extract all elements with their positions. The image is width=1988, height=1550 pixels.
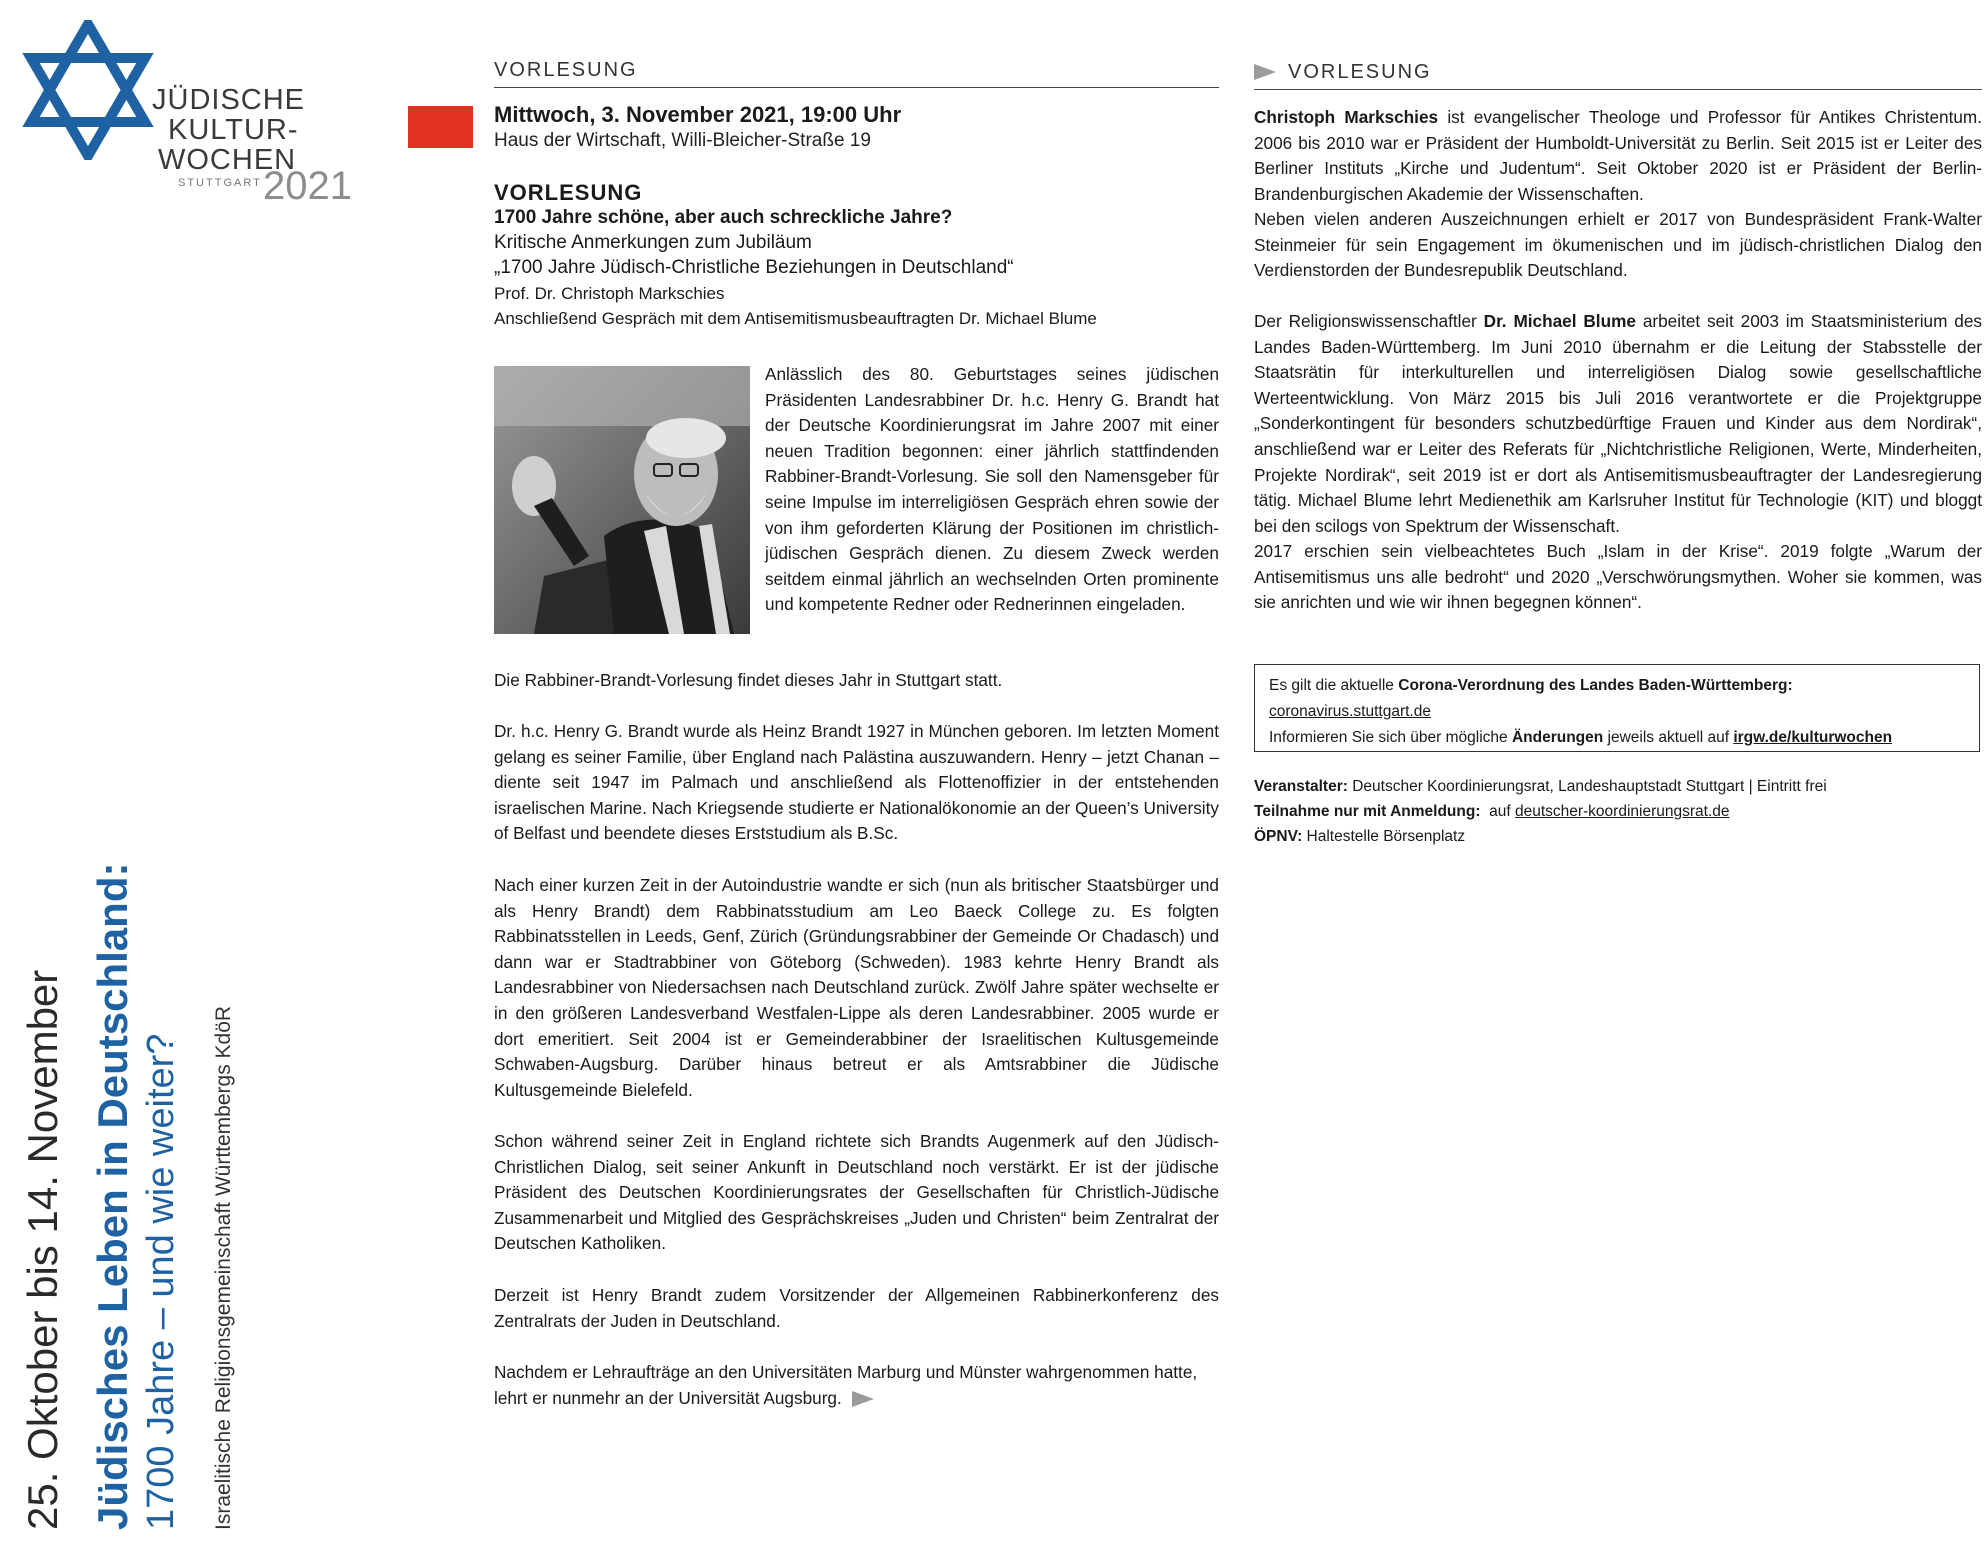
event-subtitle-2: „1700 Jahre Jüdisch-Christliche Beziehungen in Deutschland“: [494, 257, 1014, 278]
notice-bold: Corona-Verordnung des Landes Baden-Württemberg:: [1398, 677, 1793, 694]
registration-info: [1254, 799, 1730, 825]
continue-arrow-icon: [852, 1391, 874, 1407]
corona-notice-box: [1254, 664, 1980, 752]
body-paragraph-1: Die Rabbiner-Brandt-Vorlesung findet dieses Jahr in Stuttgart statt.: [494, 670, 1003, 690]
blume-bio-text: arbeitet seit 2003 im Staatsministerium des Landes Baden-Württemberg. Im Juni 2010 übernahm er die Leitung der Stabsstelle der Staatsrätin für interkulturellen und interreligiösen Dialog sowie gesellschaftliche Werteentwicklung. Von März 2015 bis Juli 2016 verantwortete er die Projektgruppe „Sonderkontingent für besonders schutzbedürftige Frauen und Kinder aus dem Nordirak“, anschließend war er Leiter des Referats für „Nichtchristliche Religionen, Werte, Minderheiten, Projekte Nordirak“, seit 2019 ist er dort als Antisemitismusbeauftragter der Landesregierung tätig. Michael Blume lehrt Medienethik am Karlsruher Institut für Technologie (KIT) und bloggt bei den scilogs von Spektrum der Wissenschaft.: [1254, 311, 1982, 536]
section-divider: [494, 87, 1219, 88]
festival-title: Jüdisches Leben in Deutschland:: [89, 862, 136, 1530]
blume-books: 2017 erschien sein vielbeachtetes Buch „Islam in der Krise“. 2019 folgte „Warum der Antisemitismus uns alle bedroht“ und 2020 „Verschwörungsmythen. Woher sie kommen, was sie anrichten und wie wir ihnen begegnen können“.: [1254, 541, 1982, 613]
blume-name: Dr. Michael Blume: [1483, 311, 1636, 331]
markschies-name: Christoph Markschies: [1254, 107, 1439, 127]
kulturwochen-link[interactable]: irgw.de/kulturwochen: [1733, 729, 1893, 746]
registration-pre: auf: [1480, 803, 1515, 820]
event-subtitle-1: Kritische Anmerkungen zum Jubiläum: [494, 232, 812, 253]
corona-link[interactable]: coronavirus.stuttgart.de: [1269, 703, 1431, 720]
logo-word-1: JÜDISCHE: [152, 84, 306, 116]
markschies-bio: [1254, 105, 1982, 207]
event-speaker: Prof. Dr. Christoph Markschies: [494, 284, 725, 303]
notice-pre: Es gilt die aktuelle: [1269, 677, 1399, 694]
blume-bio: [1254, 309, 1982, 539]
event-afterwards: Anschließend Gespräch mit dem Antisemitismusbeauftragten Dr. Michael Blume: [494, 309, 1097, 328]
transit-info: [1254, 824, 1465, 850]
notice-line-2: [1269, 699, 1965, 725]
body-paragraph-6: [494, 1360, 1219, 1411]
organizer-info: [1254, 774, 1827, 800]
notice-line3-pre: Informieren Sie sich über mögliche: [1269, 729, 1512, 746]
transit-value: Haltestelle Börsenplatz: [1302, 828, 1466, 845]
transit-label: ÖPNV:: [1254, 828, 1303, 845]
blume-bio-intro: Der Religionswissenschaftler: [1254, 311, 1484, 331]
notice-line-3: [1269, 725, 1965, 751]
section-label: VORLESUNG: [494, 59, 638, 81]
intro-paragraph: Anlässlich des 80. Geburtstages seines jüdischen Präsidenten Landesrabbiner Dr. h.c. Henry G. Brandt hat der Deutsche Koordinierungsrat im Jahre 2007 mit einer neuen Tradition begonnen: einer jährlich stattfindenden Rabbiner-Brandt-Vorlesung. Sie soll den Namensgeber für seine Impulse im interreligiösen Gespräch ehren sowie der von ihm geforderten Klärung der Positionen im christlich-jüdischen Gespräch dienen. Zu diesem Zweck werden seitdem einmal jährlich an wechselnden Orten prominente und kompetente Redner oder Rednerinnen eingeladen.: [765, 364, 1219, 615]
right-section-divider: [1254, 89, 1982, 90]
notice-line3-mid: jeweils aktuell auf: [1603, 729, 1734, 746]
body-paragraph-3: Nach einer kurzen Zeit in der Autoindustrie wandte er sich (nun als britischer Staatsbürger und als Henry Brandt) dem Rabbinatsstudium am Leo Baeck College zu. Es folgten Rabbinatsstellen in Leeds, Genf, Zürich (Gründungsrabbiner der Gemeinde Or Chadasch) und dann war er Stadtrabbiner von Göteborg (Schweden). 1983 kehrte Henry Brandt als Landesrabbiner von Niedersachsen nach Deutschland zurück. Zwölf Jahre später wechselte er in den größeren Landesverband Westfalen-Lippe als deren Landesrabbiner. 2005 wurde er dort emeritiert. Seit 2004 ist er Gemeinderabbiner der Israelitischen Kultusgemeinde Schwaben-Augsburg. Darüber hinaus betreut er als Amtsrabbiner die Jüdische Kultusgemeinde Bielefeld.: [494, 875, 1219, 1100]
festival-subtitle: 1700 Jahre – und wie weiter?: [140, 1033, 182, 1530]
notice-line3-bold: Änderungen: [1511, 729, 1604, 746]
body-paragraph-6-text: Nachdem er Lehraufträge an den Universitäten Marburg und Münster wahrgenommen hatte, lehrt er nunmehr an der Universität Augsburg.: [494, 1362, 1198, 1408]
logo-year: 2021: [263, 164, 352, 208]
event-venue: Haus der Wirtschaft, Willi-Bleicher-Straße 19: [494, 130, 871, 151]
festival-dates: 25. Oktober bis 14. November: [19, 969, 66, 1530]
logo-word-3: WOCHEN: [158, 144, 297, 176]
red-accent-marker: [408, 106, 473, 148]
body-paragraph-4: Schon während seiner Zeit in England richtete sich Brandts Augenmerk auf den Jüdisch-Christlichen Dialog, seit seiner Ankunft in Deutschland noch verstärkt. Er ist der jüdische Präsident des Deutschen Koordinierungsrates der Gesellschaften für Christlich-Jüdische Zusammenarbeit und Mitglied des Gesprächskreises „Juden und Christen“ beim Zentralrat der Deutschen Katholiken.: [494, 1131, 1219, 1254]
continued-arrow-icon: [1254, 64, 1276, 80]
star-of-david-icon: [18, 20, 158, 160]
registration-label: Teilnahme nur mit Anmeldung:: [1254, 803, 1481, 820]
festival-logo: [18, 20, 352, 208]
body-paragraph-5: Derzeit ist Henry Brandt zudem Vorsitzender der Allgemeinen Rabbinerkonferenz des Zentralrats der Juden in Deutschland.: [494, 1285, 1219, 1331]
organizer-value: Deutscher Koordinierungsrat, Landeshauptstadt Stuttgart | Eintritt frei: [1347, 778, 1827, 795]
markschies-award: Neben vielen anderen Auszeichnungen erhielt er 2017 von Bundespräsident Frank-Walter Steinmeier für sein Engagement im ökumenischen und im jüdisch-christlichen Dialog den Verdienstorden der Bundesrepublik Deutschland.: [1254, 209, 1982, 281]
event-title: 1700 Jahre schöne, aber auch schreckliche Jahre?: [494, 207, 953, 228]
festival-organizer: Israelitische Religionsgemeinschaft Württembergs KdöR: [212, 1005, 235, 1530]
event-date: Mittwoch, 3. November 2021, 19:00 Uhr: [494, 102, 902, 127]
speaker-portrait-image: [494, 366, 750, 634]
body-paragraph-2: Dr. h.c. Henry G. Brandt wurde als Heinz Brandt 1927 in München geboren. Im letzten Moment gelang es seiner Familie, über England nach Palästina auszuwandern. Henry – jetzt Chanan – diente seit 1947 im Palmach und anschließend als Flottenoffizier in der entstehenden israelischen Marine. Nach Kriegsende studierte er Nationalökonomie an der Queen’s University of Belfast und beendete dieses Erststudium als B.Sc.: [494, 721, 1219, 844]
organizer-label: Veranstalter:: [1254, 778, 1348, 795]
event-type-heading: VORLESUNG: [494, 180, 643, 205]
markschies-bio-text: ist evangelischer Theologe und Professor für Antikes Christentum. 2006 bis 2010 war er Präsident der Humboldt-Universität zu Berlin. Seit 2015 ist er Leiter des Berliner Instituts „Kirche und Judentum“. Seit Oktober 2020 ist er Präsident der Berlin-Brandenburgischen Akademie der Wissenschaften.: [1254, 107, 1982, 204]
logo-city: STUTTGART: [178, 177, 262, 189]
logo-word-2: KULTUR-: [168, 114, 299, 146]
portrait-photo: [494, 366, 750, 634]
right-section-label: VORLESUNG: [1288, 61, 1432, 83]
registration-link[interactable]: deutscher-koordinierungsrat.de: [1514, 803, 1730, 820]
notice-line-1: [1269, 673, 1965, 699]
